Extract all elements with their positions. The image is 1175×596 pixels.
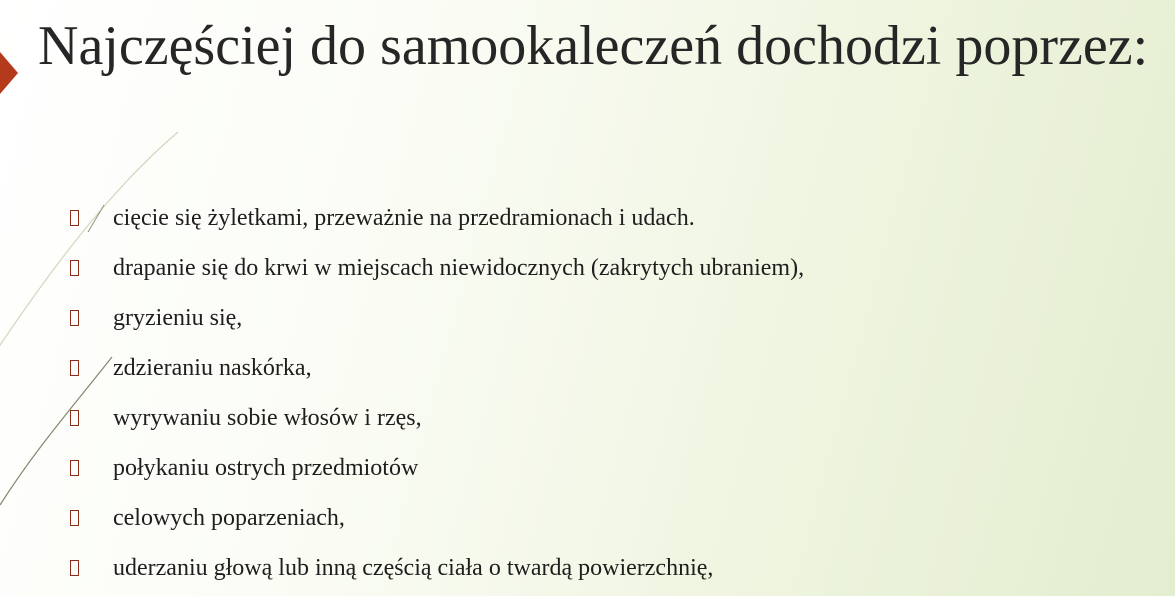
list-item-text: gryzieniu się, [113, 304, 243, 331]
accent-arrow-icon [0, 52, 18, 94]
square-bullet-icon [70, 460, 79, 476]
list-item-text: celowych poparzeniach, [113, 504, 345, 531]
square-bullet-icon [70, 260, 79, 276]
list-item [66, 443, 804, 493]
list-item-text: zdzieraniu naskórka, [113, 354, 312, 381]
list-item [66, 543, 804, 593]
list-item-text: cięcie się żyletkami, przeważnie na przedramionach i udach. [113, 204, 695, 231]
list-item-text: drapanie się do krwi w miejscach niewidocznych (zakrytych ubraniem), [113, 254, 805, 281]
slide-title: Najczęściej do samookaleczeń dochodzi poprzez: [38, 15, 1149, 77]
list-item [66, 343, 804, 393]
square-bullet-icon [70, 310, 79, 326]
list-item-text: wyrywaniu sobie włosów i rzęs, [113, 404, 422, 431]
list-item [66, 493, 804, 543]
list-item [66, 243, 804, 293]
square-bullet-icon [70, 410, 79, 426]
list-item-text: połykaniu ostrych przedmiotów [113, 454, 419, 481]
list-item [66, 393, 804, 443]
square-bullet-icon [70, 510, 79, 526]
list-item [66, 193, 804, 243]
square-bullet-icon [70, 360, 79, 376]
list-item-text: uderzaniu głową lub inną częścią ciała o twardą powierzchnię, [113, 554, 714, 581]
list-item [66, 293, 804, 343]
square-bullet-icon [70, 560, 79, 576]
bullet-list [66, 193, 804, 593]
square-bullet-icon [70, 210, 79, 226]
